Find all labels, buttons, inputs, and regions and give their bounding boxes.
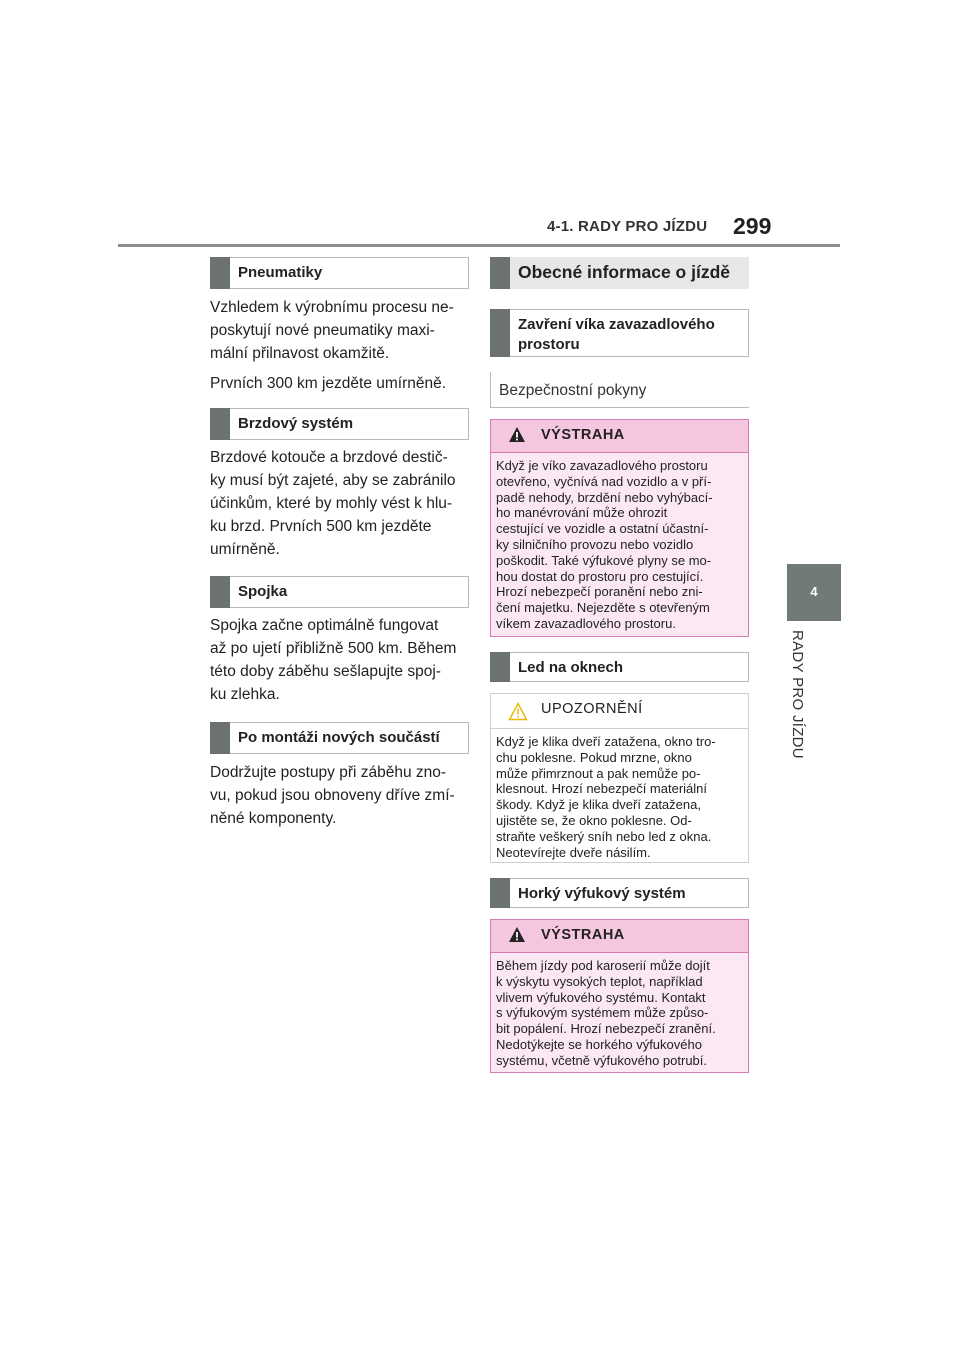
heading-brakes xyxy=(210,408,469,440)
heading-trunk-text: Zavření víka zavazadlového prostoru xyxy=(518,316,715,353)
heading-general xyxy=(490,257,749,289)
heading-tires xyxy=(210,257,469,289)
tires-paragraph-1: Vzhledem k výrobnímu procesu ne- poskytují nové pneumatiky maxi- mální přilnavost okamžitě. xyxy=(210,299,454,362)
brakes-paragraph-1: Brzdové kotouče a brzdové destič- ky musí být zajeté, aby se zabránilo účinkům, které by mohly vést k hlu- ku brzd. Prvních 500 km jezděte umírněně. xyxy=(210,449,456,558)
heading-bar xyxy=(490,652,510,682)
caution-header xyxy=(491,694,748,729)
heading-bar xyxy=(210,257,230,289)
heading-bar xyxy=(490,257,510,289)
heading-bar xyxy=(210,408,230,440)
warning-box-trunk xyxy=(490,419,749,637)
clutch-text xyxy=(210,614,470,706)
brakes-text xyxy=(210,446,470,561)
chapter-label: RADY PRO JÍZDU xyxy=(789,630,806,759)
tires-text xyxy=(210,296,470,395)
warning-header xyxy=(491,920,748,953)
tires-paragraph-2: Prvních 300 km jezděte umírněně. xyxy=(210,375,447,392)
heading-exhaust xyxy=(490,878,749,908)
heading-clutch-text: Spojka xyxy=(238,583,288,600)
new-parts-paragraph-1: Dodržujte postupy při záběhu zno- vu, pokud jsou obnoveny dříve zmí- něné komponenty. xyxy=(210,764,455,827)
heading-exhaust-text: Horký výfukový systém xyxy=(518,885,686,902)
chapter-number: 4 xyxy=(810,584,818,599)
caution-triangle-icon xyxy=(508,702,528,721)
warning-triangle-icon xyxy=(508,426,526,443)
heading-brakes-text: Brzdový systém xyxy=(238,415,354,432)
heading-bar xyxy=(490,878,510,908)
warning-header xyxy=(491,420,748,453)
page-number: 299 xyxy=(733,213,772,239)
heading-general-text: Obecné informace o jízdě xyxy=(518,262,730,282)
heading-clutch xyxy=(210,576,469,608)
caution-text: Když je klika dveří zatažena, okno tro- chu poklesne. Pokud mrzne, okno může přimrznout a pak nemůže po- klesnout. Hrozí nebezpečí materiální škody. Když je klika dveří zatažena, ujistěte se, že okno poklesne. Od- straňte veškerý sníh nebo led z okna. Neotevírejte dveře násilím. xyxy=(496,734,716,860)
heading-new-parts xyxy=(210,722,469,754)
heading-tires-text: Pneumatiky xyxy=(238,264,323,281)
section-title: 4-1. RADY PRO JÍZDU xyxy=(547,218,708,235)
warning-label: VÝSTRAHA xyxy=(541,927,625,943)
heading-new-parts-text: Po montáži nových součástí xyxy=(238,729,440,746)
header-rule xyxy=(118,244,840,247)
warning-box-exhaust xyxy=(490,919,749,1073)
caution-box-ice xyxy=(490,693,749,863)
heading-ice-text: Led na oknech xyxy=(518,659,624,676)
caution-label: UPOZORNĚNÍ xyxy=(541,701,643,717)
clutch-paragraph-1: Spojka začne optimálně fungovat až po ujetí přibližně 500 km. Během této doby záběhu sešlapujte spoj- ku zlehka. xyxy=(210,617,457,703)
heading-bar xyxy=(210,722,230,754)
warning-text: Když je víko zavazadlového prostoru otevřeno, vyčnívá nad vozidlo a v pří- padě nehody, brzdění nebo vyhýbací- ho manévrování může ohrozit cestující ve vozidle a ostatní účastní- ky silničního provozu nebo vozidlo poškodit. Také výfukové plyny se mo- hou dostat do prostoru pro cestující. Hrozí nebezpečí poranění nebo zni- čení majetku. Nejezděte s otevřeným víkem zavazadlového prostoru. xyxy=(496,458,713,631)
warning-triangle-icon xyxy=(508,926,526,943)
heading-ice xyxy=(490,652,749,682)
safety-note: Bezpečnostní pokyny xyxy=(490,372,749,408)
new-parts-text xyxy=(210,761,470,830)
heading-trunk xyxy=(490,309,749,357)
heading-bar xyxy=(490,309,510,357)
warning-label: VÝSTRAHA xyxy=(541,427,625,443)
heading-bar xyxy=(210,576,230,608)
warning-text: Během jízdy pod karoserií může dojít k výskytu vysokých teplot, například vlivem výfukového systému. Kontakt s výfukovým systémem může způso- bit popálení. Hrozí nebezpečí zranění. Nedotýkejte se horkého výfukového systému, včetně výfukového potrubí. xyxy=(496,958,716,1068)
